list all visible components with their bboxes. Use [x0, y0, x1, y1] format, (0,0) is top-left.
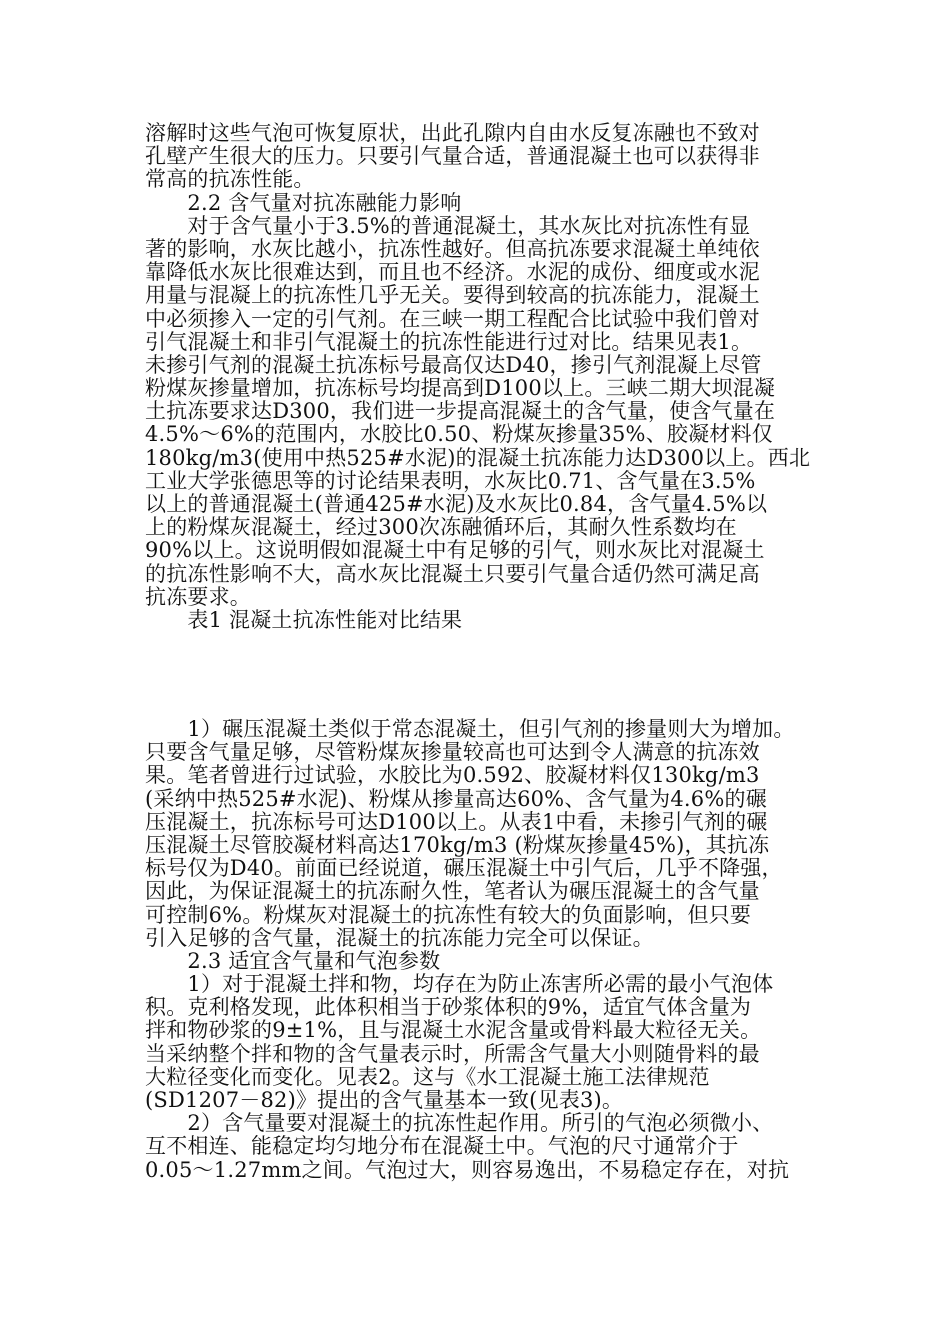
table-caption: 表1 混凝土抗冻性能对比结果: [145, 607, 463, 632]
text-line: 1）碾压混凝土类似于常态混凝土，但引气剂的掺量则大为增加。: [145, 717, 795, 741]
text-line: 标号仅为D40。前面已经说道，碾压混凝土中引气后，几乎不降强，: [145, 856, 783, 881]
text-line: 大粒径变化而变化。见表2。这与《水工混凝土施工法律规范: [145, 1064, 710, 1089]
text-line: 1）对于混凝土拌和物，均存在为防止冻害所必需的最小气泡体: [145, 972, 774, 997]
text-line: 可控制6%。粉煤灰对混凝土的抗冻性有较大的负面影响，但只要: [145, 902, 752, 927]
text-line: 拌和物砂浆的9±1%，且与混凝土水泥含量或骨料最大粒径无关。: [145, 1018, 762, 1043]
text-line: 工业大学张德思等的讨论结果表明，水灰比0.71、含气量在3.5%: [145, 468, 756, 493]
text-line: 积。克利格发现，此体积相当于砂浆体积的9%，适宜气体含量为: [145, 995, 752, 1020]
text-line: 0.05～1.27mm之间。气泡过大，则容易逸出，不易稳定存在，对抗: [145, 1157, 790, 1182]
section-heading-2-3: 2.3 适宜含气量和气泡参数: [145, 948, 441, 973]
text-line: 孔壁产生很大的压力。只要引气量合适，普通混凝土也可以获得非: [145, 144, 760, 169]
text-line: 溶解时这些气泡可恢复原状，出此孔隙内自由水反复冻融也不致对: [145, 121, 760, 145]
text-line: 抗冻要求。: [145, 584, 251, 609]
text-line: 上的粉煤灰混凝土，经过300次冻融循环后，其耐久性系数均在: [145, 515, 737, 540]
text-line: 中必须掺入一定的引气剂。在三峡一期工程配合比试验中我们曾对: [145, 306, 760, 331]
text-block-1: [145, 122, 815, 632]
text-line: 当采纳整个拌和物的含气量表示时，所需含气量大小则随骨料的最: [145, 1041, 760, 1066]
text-line: 4.5%～6%的范围内，水胶比0.50、粉煤灰掺量35%、胶凝材料仅: [145, 422, 773, 447]
text-line: (SD1207－82)》提出的含气量基本一致(见表3)。: [145, 1088, 624, 1112]
text-line: 靠降低水灰比很难达到，而且也不经济。水泥的成份、细度或水泥: [145, 260, 760, 285]
text-line: 只要含气量足够，尽管粉煤灰掺量较高也可达到令人满意的抗冻效: [145, 740, 760, 765]
text-line: (采纳中热525#水泥)、粉煤从掺量高达60%、含气量为4.6%的碾: [145, 786, 767, 811]
text-line: 因此，为保证混凝土的抗冻耐久性，笔者认为碾压混凝土的含气量: [145, 879, 760, 904]
text-line: 对于含气量小于3.5%的普通混凝土，其水灰比对抗冻性有显: [145, 213, 751, 238]
text-line: 未掺引气剂的混凝土抗冻标号最高仅达D40，掺引气剂混凝上尽管: [145, 352, 762, 377]
text-line: 土抗冻要求达D300，我们进一步提高混凝土的含气量，使含气量在: [145, 399, 776, 424]
text-line: 2）含气量要对混凝土的抗冻性起作用。所引的气泡必须微小、: [145, 1111, 774, 1136]
text-line: 用量与混凝上的抗冻性几乎无关。要得到较高的抗冻能力，混凝土: [145, 283, 760, 308]
text-line: 粉煤灰掺量增加，抗冻标号均提高到D100以上。三峡二期大坝混凝: [145, 376, 776, 401]
text-line: 著的影响，水灰比越小，抗冻性越好。但高抗冻要求混凝土单纯依: [145, 236, 760, 261]
text-line: 压混凝土，抗冻标号可达D100以上。从表1中看，未掺引气剂的碾: [145, 809, 768, 834]
text-line: 以上的普通混凝土(普通425#水泥)及水灰比0.84，含气量4.5%以: [145, 492, 768, 516]
text-line: 180kg/m3(使用中热525#水泥)的混凝土抗冻能力达D300以上。西北: [145, 445, 811, 470]
text-line: 90%以上。这说明假如混凝土中有足够的引气，则水灰比对混凝土: [145, 538, 765, 563]
text-line: 常高的抗冻性能。: [145, 167, 315, 192]
text-line: 果。笔者曾进行过试验，水胶比为0.592、胶凝材料仅130kg/m3: [145, 763, 760, 788]
text-line: 互不相连、能稳定均匀地分布在混凝土中。气泡的尺寸通常介于: [145, 1134, 739, 1159]
text-line: 的抗冻性影响不大，高水灰比混凝土只要引气量合适仍然可满足高: [145, 561, 760, 586]
text-line: 引气混凝土和非引气混凝土的抗冻性能进行过对比。结果见表1。: [145, 329, 753, 354]
text-line: 压混凝土尽管胶凝材料高达170kg/m3 (粉煤灰掺量45%)，其抗冻: [145, 832, 770, 857]
text-line: 引入足够的含气量，混凝土的抗冻能力完全可以保证。: [145, 925, 654, 950]
section-heading-2-2: 2.2 含气量对抗冻融能力影响: [145, 190, 462, 215]
text-block-2: [145, 718, 815, 1182]
